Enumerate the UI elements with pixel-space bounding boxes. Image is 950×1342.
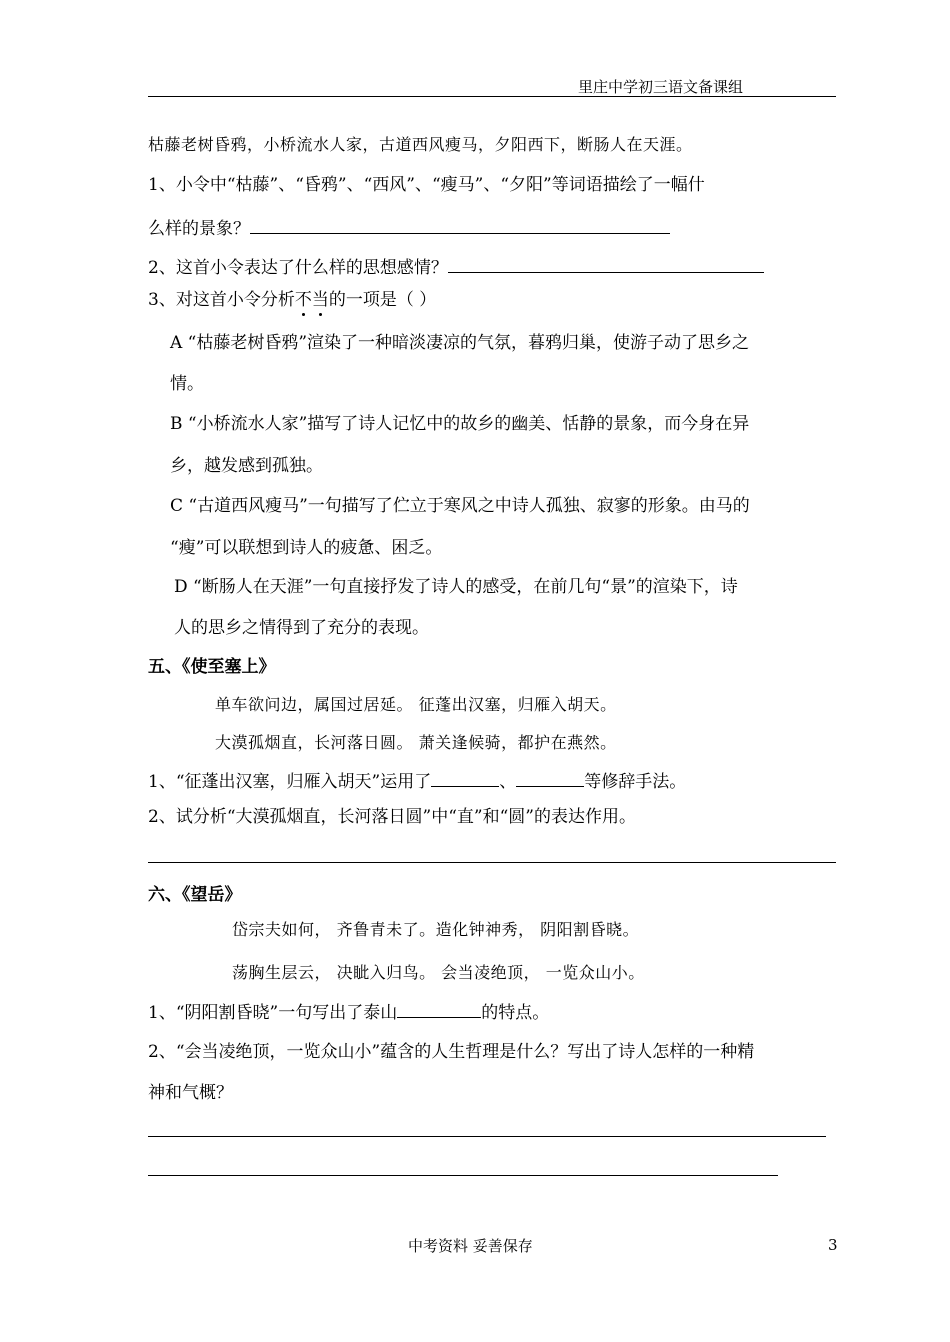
option-a-line1: A “枯藤老树昏鸦”渲染了一种暗淡凄凉的气氛，暮鸦归巢，使游子动了思乡之: [170, 333, 750, 353]
section-5-question-1: [148, 770, 686, 792]
section-5-question-2: 2、试分析“大漠孤烟直，长河落日圆”中“直”和“圆”的表达作用。: [148, 807, 636, 827]
question-3-suffix: 的一项是（ ）: [328, 290, 437, 310]
section-6-title: 六、《望岳》: [148, 885, 242, 905]
question-3: [148, 290, 436, 310]
answer-line-section-6-1[interactable]: [148, 1136, 826, 1137]
answer-blank-rhetoric-2[interactable]: [516, 770, 584, 787]
answer-blank-rhetoric-1[interactable]: [431, 770, 499, 787]
header-school: 里庄中学初三语文备课组: [578, 79, 744, 96]
section-6-poem-line1: 岱宗夫如何， 齐鲁青未了。造化钟神秀， 阴阳割昏晓。: [232, 920, 640, 939]
answer-line-section-5[interactable]: [148, 862, 836, 863]
answer-line-section-6-2[interactable]: [148, 1175, 778, 1176]
footer-note: 中考资料 妥善保存: [408, 1237, 533, 1255]
option-a-line2: 情。: [170, 374, 204, 394]
section-5-title: 五、《使至塞上》: [148, 657, 276, 677]
answer-blank-q2[interactable]: [448, 256, 764, 273]
section-6-question-1: [148, 1001, 549, 1023]
question-2: [148, 256, 764, 278]
question-1-line1: 1、小令中“枯藤”、“昏鸦”、“西风”、“瘦马”、“夕阳”等词语描绘了一幅什: [148, 175, 705, 195]
option-b-line1: B “小桥流水人家”描写了诗人记忆中的故乡的幽美、恬静的景象，而今身在异: [170, 414, 750, 434]
question-3-prefix: 3、对这首小令分析: [148, 290, 295, 310]
section-6-q1-suffix: 的特点。: [481, 1003, 550, 1023]
option-d-line1: D “断肠人在天涯”一句直接抒发了诗人的感受，在前几句“景”的渲染下，诗: [174, 577, 738, 597]
section-5-q1-suffix: 等修辞手法。: [584, 772, 687, 792]
section-5-poem-line2: 大漠孤烟直，长河落日圆。 萧关逢候骑，都护在燕然。: [215, 733, 617, 752]
option-d-line2: 人的思乡之情得到了充分的表现。: [174, 618, 429, 638]
section-6-question-2-line1: 2、“会当凌绝顶，一览众山小”蕴含的人生哲理是什么？写出了诗人怎样的一种精: [148, 1042, 755, 1062]
section-6-question-2-line2: 神和气概？: [148, 1083, 233, 1103]
poem-tianjingsha: 枯藤老树昏鸦，小桥流水人家，古道西风瘦马，夕阳西下，断肠人在天涯。: [148, 135, 693, 154]
header-rule: [148, 96, 836, 97]
answer-blank-q1[interactable]: [250, 217, 670, 234]
section-6-poem-line2: 荡胸生层云， 决眦入归鸟。 会当凌绝顶， 一览众山小。: [232, 963, 645, 982]
option-b-line2: 乡，越发感到孤独。: [170, 456, 323, 476]
emphasis-char-dang: 当: [311, 290, 329, 310]
section-5-q1-prefix: 1、“征蓬出汉塞，归雁入胡天”运用了: [148, 772, 432, 792]
question-1-text: 么样的景象？: [148, 219, 250, 239]
question-1-line2: [148, 217, 670, 239]
option-c-line1: C “古道西风瘦马”一句描写了伫立于寒风之中诗人孤独、寂寥的形象。由马的: [170, 496, 750, 516]
option-c-line2: “瘦”可以联想到诗人的疲惫、困乏。: [170, 538, 443, 558]
section-6-q1-prefix: 1、“阴阳割昏晓”一句写出了泰山: [148, 1003, 398, 1023]
answer-blank-taishan[interactable]: [397, 1001, 481, 1018]
page-number: 3: [828, 1236, 838, 1254]
question-2-text: 2、这首小令表达了什么样的思想感情？: [148, 258, 448, 278]
section-5-q1-separator: 、: [499, 772, 517, 792]
section-5-poem-line1: 单车欲问边，属国过居延。 征蓬出汉塞，归雁入胡天。: [215, 695, 617, 714]
emphasis-char-bu: 不: [294, 290, 312, 310]
